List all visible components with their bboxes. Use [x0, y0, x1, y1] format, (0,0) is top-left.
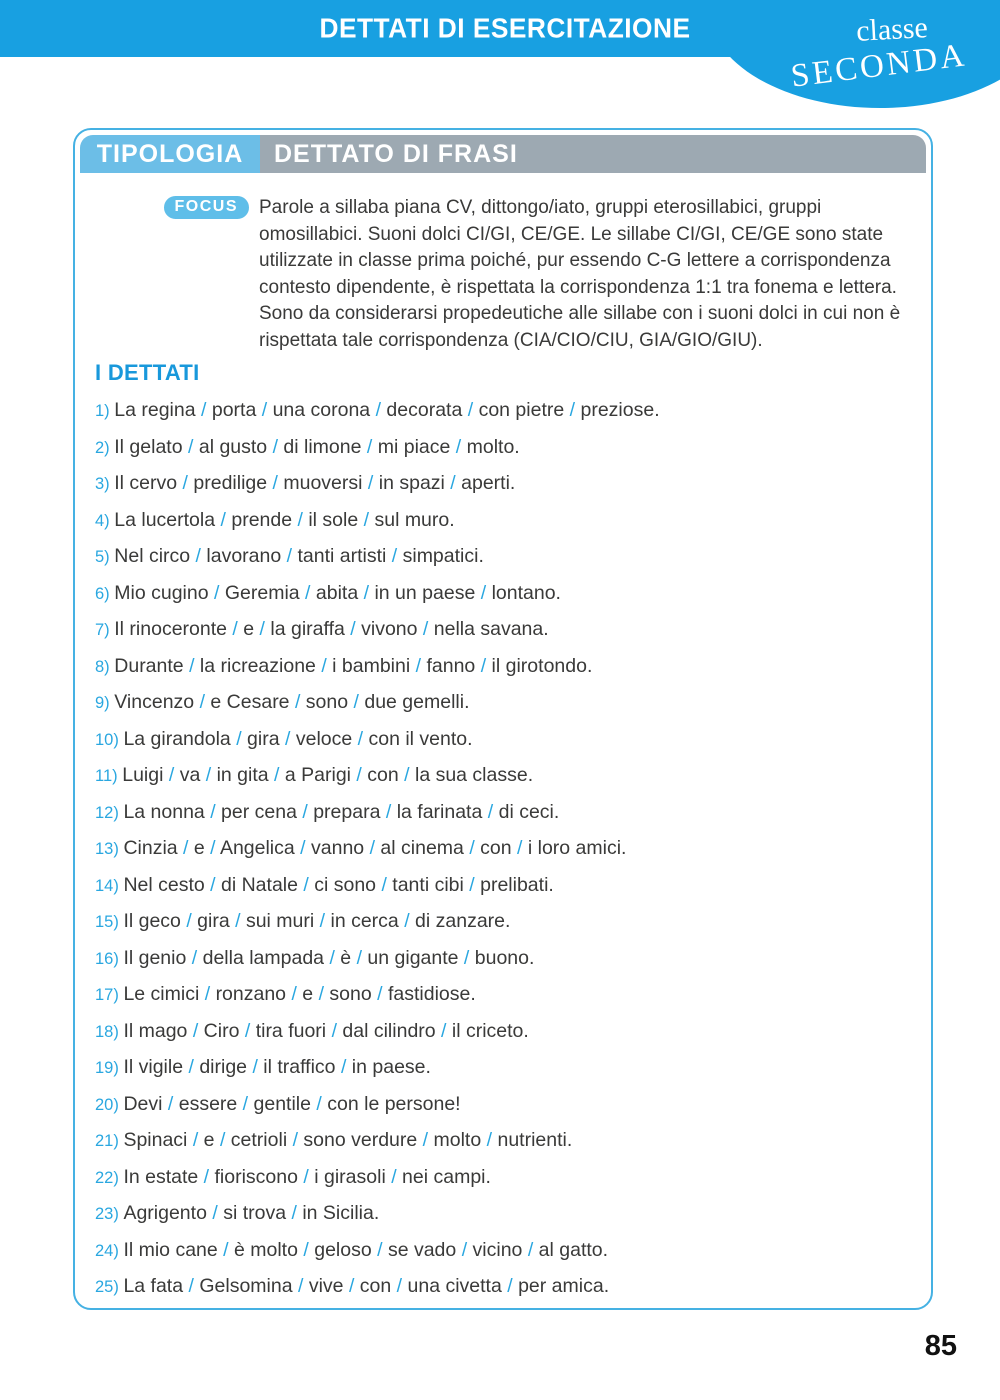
item-number: 8) — [95, 657, 115, 676]
segment-separator: / — [297, 508, 303, 531]
dictation-item: 14) Nel cesto / di Natale / ci sono / tanti cibi / prelibati. — [95, 873, 554, 896]
segment-separator: / — [235, 910, 241, 932]
segment-separator: / — [294, 691, 301, 713]
dictation-item: 18) Il mago / Ciro / tira fuori / dal cilindro / il criceto. — [95, 1019, 529, 1042]
item-number: 23) — [95, 1205, 124, 1223]
segment-separator: / — [366, 435, 373, 458]
segment-separator: / — [183, 837, 189, 859]
segment-separator: / — [363, 581, 370, 604]
segment-separator: / — [244, 1019, 251, 1042]
segment-separator: / — [329, 946, 335, 969]
segment-separator: / — [167, 1092, 174, 1115]
dictation-item: 4) La lucertola / prende / il sole / sul muro. — [95, 508, 455, 531]
segment-separator: / — [480, 654, 487, 677]
segment-separator: / — [487, 800, 494, 823]
focus-section — [75, 195, 931, 354]
dictation-item: 6) Mio cugino / Geremia / abita / in un paese / lontano. — [95, 581, 561, 604]
segment-separator: / — [369, 837, 375, 859]
segment-separator: / — [303, 1238, 309, 1261]
segment-separator: / — [285, 727, 291, 750]
segment-separator: / — [303, 873, 309, 896]
dictation-list — [95, 399, 931, 1298]
dictation-item: 20) Devi / essere / gentile / con le persone! — [95, 1092, 461, 1115]
segment-separator: / — [396, 1275, 403, 1297]
segment-separator: / — [527, 1238, 534, 1261]
segment-separator: / — [377, 1238, 383, 1261]
segment-separator: / — [381, 873, 387, 896]
segment-separator: / — [331, 1019, 337, 1042]
segment-separator: / — [469, 837, 475, 859]
dictations-heading: I DETTATI — [95, 360, 200, 385]
typology-label: TIPOLOGIA — [80, 135, 260, 173]
segment-separator: / — [168, 764, 175, 786]
segment-separator: / — [192, 1019, 199, 1042]
segment-separator: / — [321, 654, 327, 677]
item-number: 6) — [95, 584, 115, 603]
dictation-item: 23) Agrigento / si trova / in Sicilia. — [95, 1202, 380, 1224]
dictation-item: 21) Spinaci / e / cetrioli / sono verdure / molto / nutrienti. — [95, 1129, 573, 1151]
segment-separator: / — [356, 946, 362, 969]
dictation-item: 1) La regina / porta / una corona / decorata / con pietre / preziose. — [95, 399, 660, 421]
segment-separator: / — [441, 1019, 447, 1042]
segment-separator: / — [205, 764, 212, 786]
item-number: 16) — [95, 949, 124, 968]
segment-separator: / — [199, 691, 205, 713]
segment-separator: / — [272, 472, 278, 494]
segment-separator: / — [223, 1238, 229, 1261]
segment-separator: / — [302, 800, 308, 823]
segment-separator: / — [232, 618, 238, 640]
segment-separator: / — [195, 545, 201, 567]
segment-separator: / — [350, 618, 356, 640]
item-number: 2) — [95, 438, 115, 457]
segment-separator: / — [203, 1165, 210, 1188]
segment-separator: / — [450, 472, 456, 494]
segment-separator: / — [292, 1129, 298, 1151]
item-number: 13) — [95, 840, 124, 858]
dictation-item: 2) Il gelato / al gusto / di limone / mi piace / molto. — [95, 435, 520, 458]
dictation-item: 11) Luigi / va / in gita / a Parigi / con / la sua classe. — [95, 764, 534, 786]
dictation-item: 3) Il cervo / predilige / muoversi / in spazi / aperti. — [95, 472, 516, 494]
segment-separator: / — [517, 837, 523, 859]
item-number: 5) — [95, 548, 115, 566]
dictation-item: 5) Nel circo / lavorano / tanti artisti / simpatici. — [95, 545, 484, 567]
segment-separator: / — [463, 946, 470, 969]
segment-separator: / — [375, 399, 381, 421]
segment-separator: / — [461, 1238, 468, 1261]
segment-separator: / — [286, 545, 293, 567]
segment-separator: / — [242, 1092, 249, 1115]
segment-separator: / — [367, 472, 374, 494]
item-number: 12) — [95, 803, 124, 822]
segment-separator: / — [385, 800, 392, 823]
segment-separator: / — [259, 618, 265, 640]
segment-separator: / — [469, 873, 475, 896]
segment-separator: / — [348, 1275, 355, 1297]
segment-separator: / — [319, 910, 326, 932]
item-number: 7) — [95, 621, 115, 639]
item-number: 15) — [95, 913, 124, 931]
item-number: 1) — [95, 402, 115, 420]
segment-separator: / — [212, 1202, 218, 1224]
segment-separator: / — [486, 1129, 493, 1151]
item-number: 10) — [95, 730, 124, 749]
focus-badge-column — [75, 195, 259, 354]
segment-separator: / — [303, 1165, 309, 1188]
dictation-item: 24) Il mio cane / è molto / geloso / se vado / vicino / al gatto. — [95, 1238, 609, 1261]
class-badge-line1: classe — [855, 11, 929, 48]
segment-separator: / — [236, 727, 242, 750]
segment-separator: / — [188, 1275, 194, 1297]
segment-separator: / — [422, 618, 429, 640]
segment-separator: / — [356, 764, 362, 786]
segment-separator: / — [214, 581, 220, 604]
dictation-item: 10) La girandola / gira / veloce / con il vento. — [95, 727, 473, 750]
dictation-item: 17) Le cimici / ronzano / e / sono / fastidiose. — [95, 983, 476, 1005]
dictation-item: 7) Il rinoceronte / e / la giraffa / vivono / nella savana. — [95, 618, 549, 640]
dictation-item: 25) La fata / Gelsomina / vive / con / una civetta / per amica. — [95, 1275, 610, 1297]
dictation-item: 13) Cinzia / e / Angelica / vanno / al cinema / con / i loro amici. — [95, 837, 627, 859]
segment-separator: / — [391, 545, 398, 567]
segment-separator: / — [274, 764, 280, 786]
segment-separator: / — [300, 837, 306, 859]
segment-separator: / — [188, 1056, 194, 1078]
segment-separator: / — [210, 800, 216, 823]
dictation-item: 19) Il vigile / dirige / il traffico / in paese. — [95, 1056, 431, 1078]
item-number: 24) — [95, 1241, 124, 1260]
dictation-item: 16) Il genio / della lampada / è / un gigante / buono. — [95, 946, 535, 969]
class-badge-line2: SECONDA — [788, 37, 969, 95]
segment-separator: / — [467, 399, 474, 421]
segment-separator: / — [189, 654, 195, 677]
segment-separator: / — [210, 873, 216, 896]
segment-separator: / — [404, 910, 410, 932]
segment-separator: / — [316, 1092, 322, 1115]
segment-separator: / — [272, 435, 278, 458]
segment-separator: / — [191, 946, 198, 969]
segment-separator: / — [210, 837, 216, 859]
segment-separator: / — [318, 983, 324, 1005]
segment-separator: / — [357, 727, 364, 750]
content-box — [73, 128, 933, 1310]
dictation-item: 15) Il geco / gira / sui muri / in cerca / di zanzare. — [95, 910, 511, 932]
segment-separator: / — [201, 399, 207, 421]
segment-separator: / — [507, 1275, 513, 1297]
typology-bar — [80, 135, 926, 173]
segment-separator: / — [188, 435, 194, 458]
segment-separator: / — [377, 983, 383, 1005]
typology-value: DETTATO DI FRASI — [260, 135, 926, 173]
focus-text: Parole a sillaba piana CV, dittongo/iato, gruppi eterosillabici, gruppi omosillabici. Suoni dolci CI/GI, CE/GE. Le sillabe CI/GI, CE/GE sono state utilizzate in classe prima poiché, pur essendo C-G lettere a corrispondenza contesto dipendente, è rispettata la corrispondenza 1:1 tra fonema e lettera. Sono da considerarsi propedeutiche alle sillabe con i suoni dolci in cui non è rispettata tale corrispondenza (CIA/CIO/CIU, GIA/GIO/GIU). — [259, 197, 901, 351]
item-number: 9) — [95, 694, 115, 712]
item-number: 25) — [95, 1278, 124, 1296]
segment-separator: / — [480, 581, 487, 604]
segment-separator: / — [391, 1165, 397, 1188]
item-number: 22) — [95, 1168, 124, 1187]
segment-separator: / — [291, 1202, 297, 1224]
segment-separator: / — [404, 764, 410, 786]
item-number: 11) — [95, 767, 123, 785]
segment-separator: / — [569, 399, 576, 421]
segment-separator: / — [204, 983, 211, 1005]
segment-separator: / — [340, 1056, 347, 1078]
segment-separator: / — [182, 472, 188, 494]
item-number: 18) — [95, 1022, 124, 1041]
segment-separator: / — [219, 1129, 226, 1151]
segment-separator: / — [261, 399, 268, 421]
item-number: 20) — [95, 1095, 124, 1114]
item-number: 14) — [95, 876, 124, 895]
dictation-item: 8) Durante / la ricreazione / i bambini / fanno / il girotondo. — [95, 654, 593, 677]
segment-separator: / — [363, 508, 370, 531]
dictation-item: 9) Vincenzo / e Cesare / sono / due gemelli. — [95, 691, 470, 713]
dictation-item: 12) La nonna / per cena / prepara / la farinata / di ceci. — [95, 800, 560, 823]
segment-separator: / — [455, 435, 462, 458]
page-title: DETTATI DI ESERCITAZIONE — [319, 11, 691, 43]
segment-separator: / — [192, 1129, 199, 1151]
item-number: 21) — [95, 1132, 124, 1150]
segment-separator: / — [252, 1056, 258, 1078]
item-number: 19) — [95, 1059, 124, 1077]
item-number: 3) — [95, 475, 115, 493]
segment-separator: / — [415, 654, 422, 677]
segment-separator: / — [353, 691, 359, 713]
page-number: 85 — [924, 1330, 957, 1362]
segment-separator: / — [186, 910, 192, 932]
focus-badge: FOCUS — [163, 195, 251, 220]
segment-separator: / — [291, 983, 297, 1005]
segment-separator: / — [422, 1129, 429, 1151]
item-number: 4) — [95, 511, 115, 530]
dictation-item: 22) In estate / fioriscono / i girasoli / nei campi. — [95, 1165, 491, 1188]
segment-separator: / — [220, 508, 226, 531]
segment-separator: / — [297, 1275, 304, 1297]
segment-separator: / — [305, 581, 311, 604]
item-number: 17) — [95, 986, 124, 1004]
